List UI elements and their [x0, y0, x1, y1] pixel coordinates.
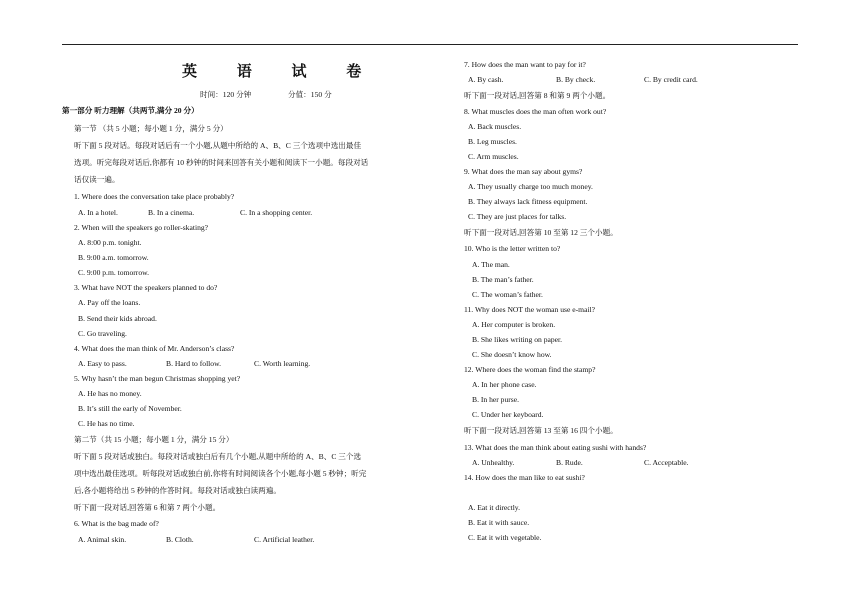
question-option: B. The man’s father. [472, 275, 534, 284]
question-stem: 6. What is the bag made of? [74, 519, 159, 528]
section2-instruction-line: 后,各小题将给出 5 秒钟的作答时间。每段对话或独白读两遍。 [74, 486, 281, 495]
question-option: B. Cloth. [166, 535, 194, 544]
section1-instruction-line: 听下面 5 段对话。每段对话后有一个小题,从题中所给的 A、B、C 三个选项中选出最佳 [74, 141, 362, 150]
question-option: C. Artificial leather. [254, 535, 315, 544]
question-stem: 11. Why does NOT the woman use e-mail? [464, 305, 596, 314]
question-option: A. In a hotel. [78, 208, 118, 217]
question-stem: 9. What does the man say about gyms? [464, 167, 583, 176]
question-option: B. In a cinema. [148, 208, 195, 217]
question-option: C. Acceptable. [644, 458, 689, 467]
question-option: A. By cash. [468, 75, 504, 84]
question-option: B. 9:00 a.m. tomorrow. [78, 253, 149, 262]
question-option: C. The woman’s father. [472, 290, 543, 299]
top-rule [62, 44, 798, 45]
question-option: B. Hard to follow. [166, 359, 221, 368]
question-option: B. They always lack fitness equipment. [468, 197, 588, 206]
question-stem: 14. How does the man like to eat sushi? [464, 473, 585, 482]
question-option: B. Send their kids abroad. [78, 314, 157, 323]
dialog-note: 听下面一段对话,回答第 8 和第 9 两个小题。 [464, 91, 611, 100]
question-stem: 12. Where does the woman find the stamp? [464, 365, 596, 374]
question-option: C. In a shopping center. [240, 208, 313, 217]
question-stem: 2. When will the speakers go roller-skating? [74, 223, 209, 232]
exam-time: 时间：120 分钟 [200, 90, 252, 99]
question-stem: 3. What have NOT the speakers planned to do? [74, 283, 218, 292]
dialog-note: 听下面一段对话,回答第 10 至第 12 三个小题。 [464, 228, 618, 237]
question-option: C. She doesn’t know how. [472, 350, 552, 359]
dialog-note: 听下面一段对话,回答第 6 和第 7 两个小题。 [74, 503, 221, 512]
question-option: C. Go traveling. [78, 329, 127, 338]
part1-heading: 第一部分 听力理解（共两节,满分 20 分） [62, 106, 199, 115]
question-option: A. He has no money. [78, 389, 142, 398]
question-option: C. 9:00 p.m. tomorrow. [78, 268, 150, 277]
question-stem: 10. Who is the letter written to? [464, 244, 561, 253]
question-option: A. The man. [472, 260, 510, 269]
question-option: A. In her phone case. [472, 380, 537, 389]
question-option: B. In her purse. [472, 395, 520, 404]
question-option: B. Eat it with sauce. [468, 518, 530, 527]
section1-heading: 第一节 （共 5 小题；每小题 1 分，满分 5 分） [74, 124, 228, 133]
question-stem: 1. Where does the conversation take place probably? [74, 192, 235, 201]
section1-instruction-line: 话仅读一遍。 [74, 175, 120, 184]
question-option: A. 8:00 p.m. tonight. [78, 238, 142, 247]
section2-instruction-line: 项中选出最佳选项。听每段对话或独白前,你将有时间阅读各个小题,每小题 5 秒钟；听完 [74, 469, 367, 478]
question-option: C. By credit card. [644, 75, 698, 84]
question-option: A. Her computer is broken. [472, 320, 556, 329]
question-option: A. Animal skin. [78, 535, 127, 544]
question-stem: 13. What does the man think about eating sushi with hands? [464, 443, 647, 452]
question-stem: 7. How does the man want to pay for it? [464, 60, 586, 69]
section1-instruction-line: 选项。听完每段对话后,你都有 10 秒钟的时间来回答有关小题和阅读下一小题。每段对话 [74, 158, 369, 167]
question-option: B. She likes writing on paper. [472, 335, 563, 344]
question-option: C. Under her keyboard. [472, 410, 544, 419]
question-option: C. Worth learning. [254, 359, 311, 368]
question-option: A. Unhealthy. [472, 458, 515, 467]
question-option: A. They usually charge too much money. [468, 182, 593, 191]
question-stem: 5. Why hasn’t the man begun Christmas shopping yet? [74, 374, 241, 383]
question-option: A. Pay off the loans. [78, 298, 141, 307]
section2-instruction-line: 听下面 5 段对话或独白。每段对话或独白后有几个小题,从题中所给的 A、B、C 三个选 [74, 452, 362, 461]
question-option: B. By check. [556, 75, 596, 84]
question-option: B. It’s still the early of November. [78, 404, 182, 413]
question-option: A. Back muscles. [468, 122, 522, 131]
section2-heading: 第二节（共 15 小题；每小题 1 分，满分 15 分） [74, 435, 234, 444]
question-option: B. Leg muscles. [468, 137, 517, 146]
question-option: C. They are just places for talks. [468, 212, 567, 221]
question-option: C. Arm muscles. [468, 152, 519, 161]
exam-title: 英 语 试 卷 [182, 64, 380, 80]
exam-score: 分值：150 分 [288, 90, 332, 99]
question-option: C. He has no time. [78, 419, 135, 428]
question-option: B. Rude. [556, 458, 583, 467]
question-option: A. Easy to pass. [78, 359, 127, 368]
question-option: A. Eat it directly. [468, 503, 521, 512]
dialog-note: 听下面一段对话,回答第 13 至第 16 四个小题。 [464, 426, 618, 435]
question-stem: 4. What does the man think of Mr. Anderson’s class? [74, 344, 235, 353]
question-stem: 8. What muscles does the man often work out? [464, 107, 607, 116]
question-option: C. Eat it with vegetable. [468, 533, 542, 542]
